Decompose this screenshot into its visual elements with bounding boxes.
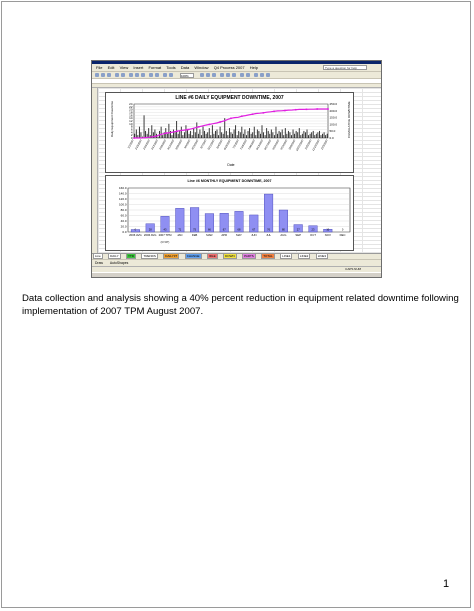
paste-icon[interactable] [141, 73, 145, 77]
bar-data-label: 28 [148, 228, 152, 232]
y2-tick-label: 200.0 [329, 108, 338, 113]
x-tick-label: JAN [177, 233, 183, 237]
daily-bar [141, 132, 142, 138]
bar-data-label: 66 [207, 228, 211, 232]
cumulative-point [166, 132, 168, 134]
daily-bar [269, 134, 270, 138]
x-tick-label: 2/26/2007 [158, 139, 168, 151]
x-tick-label: JUL [266, 233, 272, 237]
daily-bar [257, 130, 258, 139]
y-tick-label: 10 [129, 121, 133, 126]
daily-bar [277, 134, 278, 138]
daily-bar [280, 132, 281, 138]
x-tick-label: 9/24/2007 [280, 139, 289, 151]
daily-bar [297, 132, 298, 138]
bar-data-label: 10 [326, 228, 330, 232]
x-tick-label: DEC [339, 233, 346, 237]
y-tick-label: 60.0 [120, 213, 127, 218]
x-tick-label: 2007 TPM [158, 233, 172, 237]
daily-bar [246, 135, 247, 138]
daily-bar [158, 137, 159, 138]
daily-bar [305, 132, 306, 138]
daily-bar [308, 135, 309, 138]
daily-bar [311, 132, 312, 138]
x-tick-label: 8/27/2007 [263, 139, 273, 151]
daily-bar [206, 134, 207, 138]
daily-bar [218, 135, 219, 138]
daily-bar [314, 135, 315, 138]
sheet-tab[interactable]: LINE3 [317, 254, 327, 258]
cumulative-point [130, 136, 135, 140]
daily-bar [283, 135, 284, 138]
borders-icon[interactable] [254, 73, 258, 77]
daily-bar [234, 130, 235, 139]
y-tick-label: 6 [130, 127, 133, 132]
menu-tools[interactable]: Tools [166, 65, 176, 70]
cumulative-point [144, 137, 146, 139]
y2-tick-label: 150.0 [329, 115, 338, 120]
sum-icon[interactable] [163, 73, 167, 77]
daily-bar [286, 134, 287, 138]
redo-icon[interactable] [155, 73, 159, 77]
cumulative-point [219, 121, 221, 123]
daily-bar [263, 132, 264, 138]
x-tick-label: 8/13/2007 [255, 139, 265, 151]
y-tick-label: 20.0 [120, 224, 127, 229]
help-search-input[interactable]: Type a question for help [323, 65, 367, 70]
daily-bar [232, 134, 233, 138]
daily-bar [168, 124, 169, 138]
y2-tick-label: 0.0 [329, 136, 334, 140]
daily-bar [220, 127, 221, 138]
y-tick-label: 14 [129, 116, 133, 121]
daily-bar [209, 128, 210, 138]
sheet-tab[interactable]: LINE2 [299, 254, 309, 258]
x-tick-label: 3/12/2007 [166, 139, 176, 151]
x-tick-label: 11/19/2007 [311, 139, 321, 152]
daily-bar [184, 132, 185, 138]
currency-icon[interactable] [240, 73, 244, 77]
print-icon[interactable] [115, 73, 119, 77]
daily-downtime-chart[interactable] [105, 92, 354, 173]
x-tick-label: 9/10/2007 [271, 139, 281, 151]
daily-bar [296, 131, 297, 138]
y-tick-label: 22 [129, 104, 133, 109]
daily-bar [161, 127, 162, 138]
cumulative-point [241, 115, 243, 117]
daily-bar [299, 128, 300, 138]
cumulative-point [316, 108, 318, 110]
zoom-select[interactable]: 100% [180, 73, 194, 78]
y-tick-label: 20 [129, 107, 133, 112]
y2-tick-label: 50.0 [329, 129, 336, 134]
x-tick-label: OCT [310, 233, 316, 237]
x-tick-label: 4/23/2007 [191, 139, 200, 151]
daily-bar [179, 131, 180, 138]
x-tick-label: 6/18/2007 [223, 139, 232, 151]
y-tick-label: 40.0 [120, 219, 127, 223]
daily-bar [186, 125, 187, 138]
x-tick-label: 2/12/2007 [150, 139, 160, 151]
daily-bar [321, 135, 322, 138]
bar-data-label: 67 [222, 228, 226, 232]
daily-bar [272, 132, 273, 138]
page-number: 1 [443, 578, 450, 590]
sheet-tab[interactable]: DAILY3T [165, 254, 178, 258]
underline-icon[interactable] [212, 73, 216, 77]
bar-data-label: 0 [134, 228, 137, 232]
daily-bar [182, 135, 183, 138]
x-tick-label: 12/3/2007 [320, 139, 329, 151]
y-tick-label: 0 [130, 136, 133, 140]
x-tick-label: 4/9/2007 [183, 139, 192, 150]
x-tick-label: 7/16/2007 [239, 139, 249, 151]
daily-bar [251, 134, 252, 138]
align-right-icon[interactable] [232, 73, 236, 77]
daily-bar [249, 128, 250, 138]
cumulative-point [176, 130, 178, 132]
y-tick-label: 140.0 [118, 191, 127, 196]
daily-bar [248, 131, 249, 138]
bar-data-label: 27 [296, 228, 300, 232]
monthly-downtime-chart[interactable] [105, 175, 354, 251]
daily-bar [193, 128, 194, 138]
daily-bar [245, 130, 246, 139]
menu-file[interactable]: File [96, 65, 103, 70]
daily-chart-plot [106, 93, 355, 174]
y-tick-label: 12 [129, 119, 133, 123]
sheet-tab[interactable]: PARTS [244, 254, 254, 258]
daily-bar [322, 134, 323, 138]
daily-bar [302, 134, 303, 138]
daily-bar [266, 128, 267, 138]
cumulative-point [209, 124, 211, 126]
percent-icon[interactable] [246, 73, 250, 77]
sheet-tab[interactable]: IDLE [208, 254, 216, 258]
daily-bar [139, 127, 140, 138]
daily-bar [279, 131, 280, 138]
daily-bar [196, 122, 197, 138]
font-color-icon[interactable] [266, 73, 270, 77]
daily-chart-x-title: Date [227, 163, 235, 167]
y-tick-label: 8 [130, 124, 133, 129]
daily-bar [255, 135, 256, 138]
daily-bar [207, 132, 208, 138]
align-center-icon[interactable] [226, 73, 230, 77]
sheet-tab[interactable]: YTD [128, 254, 135, 258]
daily-bar [201, 135, 202, 138]
sheet-tab[interactable]: DAILY [110, 254, 119, 258]
excel-menu-bar [92, 64, 381, 71]
daily-bar [213, 134, 214, 138]
daily-bar [319, 131, 320, 138]
y2-tick-label: 100.0 [329, 122, 338, 127]
daily-bar [178, 134, 179, 138]
x-tick-label: 1/29/2007 [142, 139, 152, 151]
excel-screenshot [91, 60, 382, 278]
daily-bar [300, 135, 301, 138]
daily-bar [290, 132, 291, 138]
sheet-tab[interactable]: LINE1 [282, 254, 291, 258]
monthly-chart-plot [106, 176, 355, 252]
daily-bar [162, 135, 163, 138]
daily-bar [282, 130, 283, 139]
daily-bar [189, 134, 190, 138]
daily-bar [187, 130, 188, 139]
sheet-tab[interactable]: Line [95, 254, 101, 258]
daily-bar [172, 135, 173, 138]
save-icon[interactable] [107, 73, 111, 77]
daily-bar [252, 132, 253, 138]
fill-color-icon[interactable] [260, 73, 264, 77]
x-tick-label: AUG [280, 233, 287, 237]
y-tick-label: 16 [129, 113, 133, 118]
cumulative-point [155, 136, 157, 138]
bar-data-label: 75 [193, 228, 197, 232]
bar-data-label: 68 [237, 228, 241, 232]
x-tick-label: APR [221, 233, 228, 237]
menu-window[interactable]: Window [194, 65, 209, 70]
cumulative-point [263, 112, 265, 114]
daily-bar [327, 134, 328, 138]
daily-bar [148, 128, 149, 138]
y-tick-label: 100.0 [118, 202, 127, 207]
daily-bar [231, 132, 232, 138]
undo-icon[interactable] [149, 73, 153, 77]
daily-bar [271, 130, 272, 139]
x-tick-label: JUN [251, 233, 257, 237]
daily-bar [212, 125, 213, 138]
x-tick-label: 11/5/2007 [304, 139, 313, 151]
preview-icon[interactable] [121, 73, 125, 77]
sort-icon[interactable] [169, 73, 173, 77]
daily-bar [240, 132, 241, 138]
figure-caption: Data collection and analysis showing a 40% percent reduction in equipment related downtime following implementation of 2007 TPM August 2007. [22, 293, 459, 317]
open-icon[interactable] [101, 73, 105, 77]
menu-view[interactable]: View [119, 65, 129, 70]
y-tick-label: 120.0 [118, 197, 127, 201]
taskbar [92, 272, 381, 278]
daily-bar [313, 131, 314, 138]
draw-menu[interactable]: Draw [95, 261, 103, 265]
daily-bar [175, 132, 176, 138]
copy-icon[interactable] [135, 73, 139, 77]
daily-bar [254, 127, 255, 138]
daily-bar [192, 135, 193, 138]
cumulative-point [273, 111, 275, 113]
drawing-toolbar [92, 259, 381, 266]
x-tick-label: 2006 AVG [129, 233, 142, 237]
italic-icon[interactable] [206, 73, 210, 77]
daily-bar [151, 125, 152, 138]
cumulative-point [284, 110, 286, 112]
daily-bar [293, 130, 294, 139]
daily-bar [258, 131, 259, 138]
cumulative-point [198, 126, 200, 128]
cumulative-point [187, 129, 189, 131]
daily-bar [215, 131, 216, 138]
menu-edit[interactable]: Edit [107, 65, 115, 70]
y-tick-label: 2 [130, 133, 133, 138]
bar-data-label: 0 [341, 228, 344, 232]
daily-bar [203, 127, 204, 138]
daily-bar [260, 134, 261, 138]
daily-bar [235, 125, 236, 138]
menu-insert[interactable]: Insert [133, 65, 144, 70]
x-tick-label: 10/8/2007 [288, 139, 297, 151]
menu-data[interactable]: Data [180, 65, 190, 70]
menu-q4-process[interactable]: Q4 Process 2007 [213, 65, 245, 70]
excel-toolbar [92, 71, 381, 78]
daily-bar [325, 135, 326, 138]
daily-bar [288, 131, 289, 138]
daily-bar [241, 127, 242, 138]
daily-bar [238, 131, 239, 138]
daily-bar [268, 131, 269, 138]
align-left-icon[interactable] [220, 73, 224, 77]
bar-data-label: 43 [163, 228, 167, 232]
x-tick-label: MAR [206, 233, 213, 237]
bar-data-label: 23 [311, 228, 315, 232]
daily-bar [262, 125, 263, 138]
y-tick-label: 24 [129, 102, 133, 106]
daily-bar [190, 131, 191, 138]
x-tick-label: FEB [191, 233, 198, 237]
x-tick-label: 5/7/2007 [199, 139, 208, 150]
menu-format[interactable]: Format [148, 65, 162, 70]
x-tick-label: 2006 AVG [143, 233, 157, 237]
daily-bar [237, 135, 238, 138]
daily-bar [307, 130, 308, 139]
bar-data-label: 80 [281, 228, 285, 232]
daily-bar [310, 134, 311, 138]
bold-icon[interactable] [200, 73, 204, 77]
daily-bar [173, 130, 174, 139]
new-icon[interactable] [95, 73, 99, 77]
daily-bar [136, 130, 137, 139]
sheet-tab[interactable]: TOTAL [263, 254, 273, 258]
x-tick-label: 7/2/2007 [232, 139, 240, 150]
daily-bar [199, 130, 200, 139]
daily-bar [217, 130, 218, 139]
status-indicators: CAPS NUM [345, 267, 361, 271]
daily-bar [303, 131, 304, 138]
daily-bar [167, 134, 168, 138]
menu-help[interactable]: Help [249, 65, 258, 70]
daily-bar [265, 135, 266, 138]
x-tick-label: SEP [295, 233, 302, 237]
bar-data-label: 71 [178, 228, 182, 232]
cut-icon[interactable] [129, 73, 133, 77]
x-tick-label: 7/30/2007 [247, 139, 257, 151]
cumulative-point [295, 109, 297, 111]
bar-data-label: 76 [267, 228, 271, 232]
x-tick-label: 1/15/2007 [134, 139, 143, 151]
y-tick-label: 160.0 [118, 186, 127, 190]
y-tick-label: 4 [130, 130, 133, 135]
daily-bar [195, 132, 196, 138]
x-tick-label: 5/21/2007 [207, 139, 216, 151]
daily-bar [243, 134, 244, 138]
daily-bar [229, 128, 230, 138]
x-tick-label: 3/26/2007 [174, 139, 184, 151]
x-tick-label: NOV [324, 233, 331, 237]
sheet-tab[interactable]: DOWN [225, 254, 235, 258]
monthly-bar [264, 194, 273, 232]
daily-chart-y2-title: CUMULATIVE DOWNTIME [347, 101, 351, 138]
y2-tick-label: 250.0 [329, 102, 338, 106]
daily-bar [223, 134, 224, 138]
daily-bar [274, 135, 275, 138]
daily-bar [176, 121, 177, 138]
x-tick-label: 1/1/2007 [127, 139, 135, 150]
daily-bar [221, 132, 222, 138]
daily-bar [226, 131, 227, 138]
y-tick-label: 0.0 [122, 230, 127, 234]
daily-bar [324, 132, 325, 138]
daily-bar [210, 135, 211, 138]
x-tick-label: 10/22/2007 [295, 139, 305, 152]
sheet-tab[interactable]: TRENDS [143, 254, 156, 258]
monthly-chart-title: Line #6 MONTHLY EQUIPMENT DOWNTIME, 2007 [187, 179, 272, 183]
sheet-tab[interactable]: CHANGE [186, 254, 200, 258]
cumulative-point [327, 108, 329, 110]
daily-bar [291, 135, 292, 138]
bar-data-label: 67 [252, 228, 256, 232]
daily-bar [285, 128, 286, 138]
daily-bar [144, 115, 145, 138]
x-tick-label: MAY [236, 233, 242, 237]
x-tick-sublabel: (CY-DT) [160, 241, 170, 244]
autoshapes-menu[interactable]: AutoShapes [109, 261, 129, 265]
daily-chart-title: LINE #6 DAILY EQUIPMENT DOWNTIME, 2007 [175, 95, 284, 101]
x-tick-label: 6/4/2007 [216, 139, 224, 150]
daily-bar [294, 134, 295, 138]
daily-chart-y-title: Daily Equipment Downtime [110, 100, 114, 137]
y-tick-label: 80.0 [120, 208, 127, 212]
cumulative-point [230, 117, 232, 119]
daily-bar [198, 134, 199, 138]
daily-bar [317, 132, 318, 138]
y-tick-label: 18 [129, 110, 133, 115]
daily-bar [227, 135, 228, 138]
daily-bar [181, 127, 182, 138]
daily-bar [316, 134, 317, 138]
cumulative-point [306, 109, 308, 111]
daily-bar [276, 127, 277, 138]
daily-bar [204, 131, 205, 138]
cumulative-point [252, 113, 254, 115]
